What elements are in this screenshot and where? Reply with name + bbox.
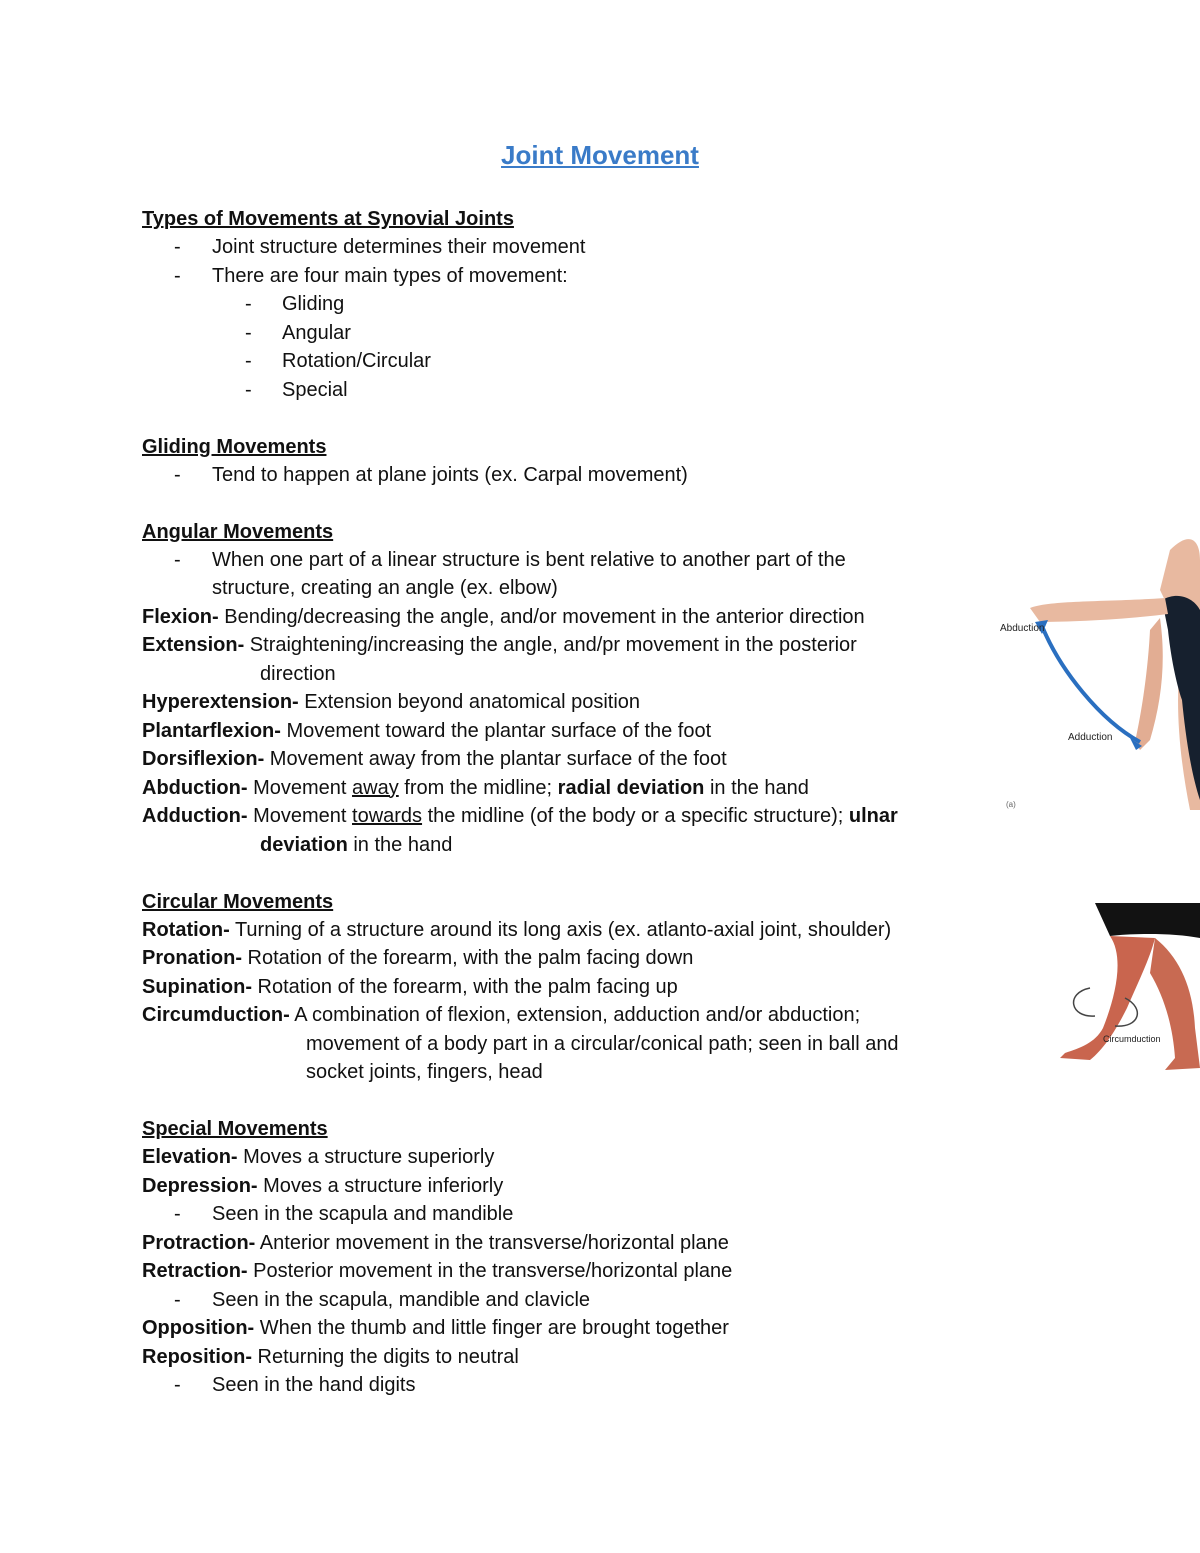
list-item: - There are four main types of movement: [174, 264, 568, 287]
label-panel: (a) [1006, 800, 1016, 809]
label-adduction: Adduction [1068, 732, 1113, 743]
document-body [142, 205, 972, 1400]
list-item: - When one part of a linear structure is bent relative to another part of the [174, 548, 846, 571]
section-heading-special: Special Movements [142, 1118, 328, 1140]
definition-circumduction: Circumduction- A combination of flexion, extension, adduction and/or abduction; [142, 1004, 861, 1026]
label-circumduction: Circumduction [1103, 1034, 1161, 1044]
definition-adduction: Adduction- Movement towards the midline (of the body or a specific structure); ulnar [142, 805, 898, 827]
definition-extension: Extension- Straightening/increasing the angle, and/pr movement in the posterior [142, 634, 857, 656]
list-item: - Seen in the scapula, mandible and clavicle [174, 1288, 591, 1311]
sub-list-item: - Special [245, 378, 348, 401]
section-heading-angular: Angular Movements [142, 520, 334, 543]
abduction-arc-arrow [1042, 626, 1140, 742]
standing-leg [1150, 938, 1200, 1070]
sub-list-item: - Gliding [245, 293, 345, 315]
list-item: - Seen in the hand digits [174, 1374, 416, 1396]
definition-protraction: Protraction- Anterior movement in the transverse/horizontal plane [142, 1231, 729, 1254]
section-heading-circular: Circular Movements [142, 890, 334, 913]
abduction-adduction-figure [990, 530, 1200, 820]
sub-list-item: - Angular [245, 321, 351, 344]
definition-flexion: Flexion- Bending/decreasing the angle, and/or movement in the anterior direction [142, 605, 865, 628]
list-item: - Joint structure determines their movement [174, 236, 586, 258]
page-title: Joint Movement [501, 140, 699, 170]
definition-circumduction-continuation: socket joints, fingers, head [306, 1061, 543, 1083]
shorts [1095, 903, 1200, 938]
list-item: - Tend to happen at plane joints (ex. Carpal movement) [174, 463, 688, 486]
raised-arm [1030, 598, 1168, 622]
circular-arrow-left [1074, 988, 1095, 1016]
definition-supination: Supination- Rotation of the forearm, with the palm facing up [142, 975, 678, 998]
list-item: - Seen in the scapula and mandible [174, 1203, 514, 1225]
section-heading-types: Types of Movements at Synovial Joints [142, 208, 514, 230]
definition-retraction: Retraction- Posterior movement in the transverse/horizontal plane [142, 1260, 733, 1282]
section-heading-gliding: Gliding Movements [142, 435, 327, 458]
definition-depression: Depression- Moves a structure inferiorly [142, 1174, 504, 1197]
definition-pronation: Pronation- Rotation of the forearm, with the palm facing down [142, 947, 694, 969]
definition-circumduction-continuation: movement of a body part in a circular/conical path; seen in ball and [306, 1032, 899, 1055]
definition-opposition: Opposition- When the thumb and little finger are brought together [142, 1317, 729, 1339]
sub-list-item: - Rotation/Circular [245, 350, 431, 372]
list-item-continuation: structure, creating an angle (ex. elbow) [212, 577, 558, 599]
circumduction-figure [1055, 898, 1200, 1080]
definition-adduction-continuation: deviation in the hand [260, 833, 453, 856]
definition-dorsiflexion: Dorsiflexion- Movement away from the plantar surface of the foot [142, 748, 727, 770]
definition-extension-continuation: direction [260, 662, 336, 685]
definition-hyperextension: Hyperextension- Extension beyond anatomical position [142, 691, 641, 713]
definition-elevation: Elevation- Moves a structure superiorly [142, 1146, 495, 1168]
label-abduction: Abduction [1000, 623, 1045, 634]
lowered-arm [1135, 618, 1163, 750]
definition-reposition: Reposition- Returning the digits to neutral [142, 1345, 519, 1368]
definition-rotation: Rotation- Turning of a structure around its long axis (ex. atlanto-axial joint, shoulder) [142, 918, 892, 941]
definition-plantarflexion: Plantarflexion- Movement toward the plantar surface of the foot [142, 719, 712, 742]
definition-abduction: Abduction- Movement away from the midline; radial deviation in the hand [142, 776, 809, 799]
